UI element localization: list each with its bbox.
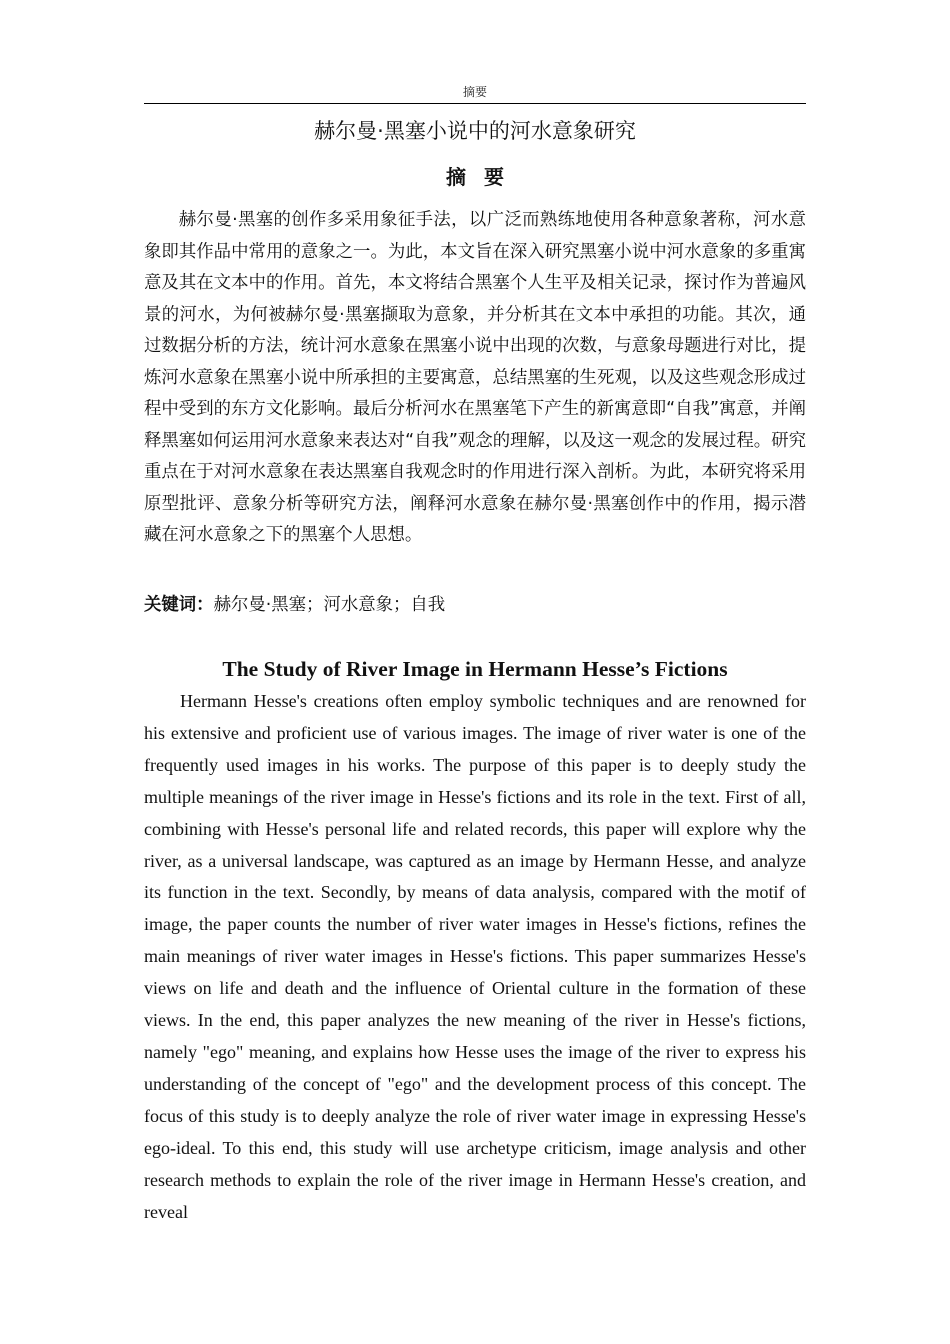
chinese-title: 赫尔曼·黑塞小说中的河水意象研究 (314, 119, 636, 143)
keywords-value: 赫尔曼·黑塞；河水意象；自我 (213, 595, 446, 615)
keywords-label: 关键词： (144, 595, 214, 615)
english-title: The Study of River Image in Hermann Hesse’s Fictions (222, 657, 728, 681)
chinese-keywords (144, 590, 806, 622)
running-header: 摘要 (462, 85, 487, 99)
chinese-abstract-body: 赫尔曼·黑塞的创作多采用象征手法，以广泛而熟练地使用各种意象著称，河水意象即其作品中常用的意象之一。为此，本文旨在深入研究黑塞小说中河水意象的多重寓意及其在文本中的作用。首先，本文将结合黑塞个人生平及相关记录，探讨作为普遍风景的河水，为何被赫尔曼·黑塞撷取为意象，并分析其在文本中承担的功能。其次，通过数据分析的方法，统计河水意象在黑塞小说中出现的次数，与意象母题进行对比，提炼河水意象在黑塞小说中所承担的主要寓意，总结黑塞的生死观，以及这些观念形成过程中受到的东方文化影响。最后分析河水在黑塞笔下产生的新寓意即“自我”寓意，并阐释黑塞如何运用河水意象来表达对“自我”观念的理解，以及这一观念的发展过程。研究重点在于对河水意象在表达黑塞自我观念时的作用进行深入剖析。为此，本研究将采用原型批评、意象分析等研究方法，阐释河水意象在赫尔曼·黑塞创作中的作用，揭示潜藏在河水意象之下的黑塞个人思想。 (144, 210, 806, 545)
english-abstract-body: Hermann Hesse's creations often employ symbolic techniques and are renowned for his extensive and proficient use of various images. The image of river water is one of the frequently used images in his works. The purpose of this paper is to deeply study the multiple meanings of the river image in Hesse's fictions and its role in the text. First of all, combining with Hesse's personal life and related records, this paper will explore why the river, as a universal landscape, was captured as an image by Hermann Hesse, and analyze its function in the text. Secondly, by means of data analysis, compared with the motif of image, the paper counts the number of river water images in Hesse's fictions, refines the main meanings of river water images in Hesse's fictions. This paper summarizes Hesse's views on life and death and the influence of Oriental culture in the formation of these views. In the end, this paper analyzes the new meaning of the river in Hesse's fictions, namely "ego" meaning, and explains how Hesse uses the image of the river to express his understanding of the concept of "ego" and the development process of this concept. The focus of this study is to deeply analyze the role of river water image in expressing Hesse's ego-ideal. To this end, this study will use archetype criticism, image analysis and other research methods to explain the role of the river image in Hermann Hesse's creation, and reveal (144, 691, 806, 1222)
chinese-abstract-heading: 摘要 (446, 165, 522, 189)
header-divider (144, 103, 806, 104)
